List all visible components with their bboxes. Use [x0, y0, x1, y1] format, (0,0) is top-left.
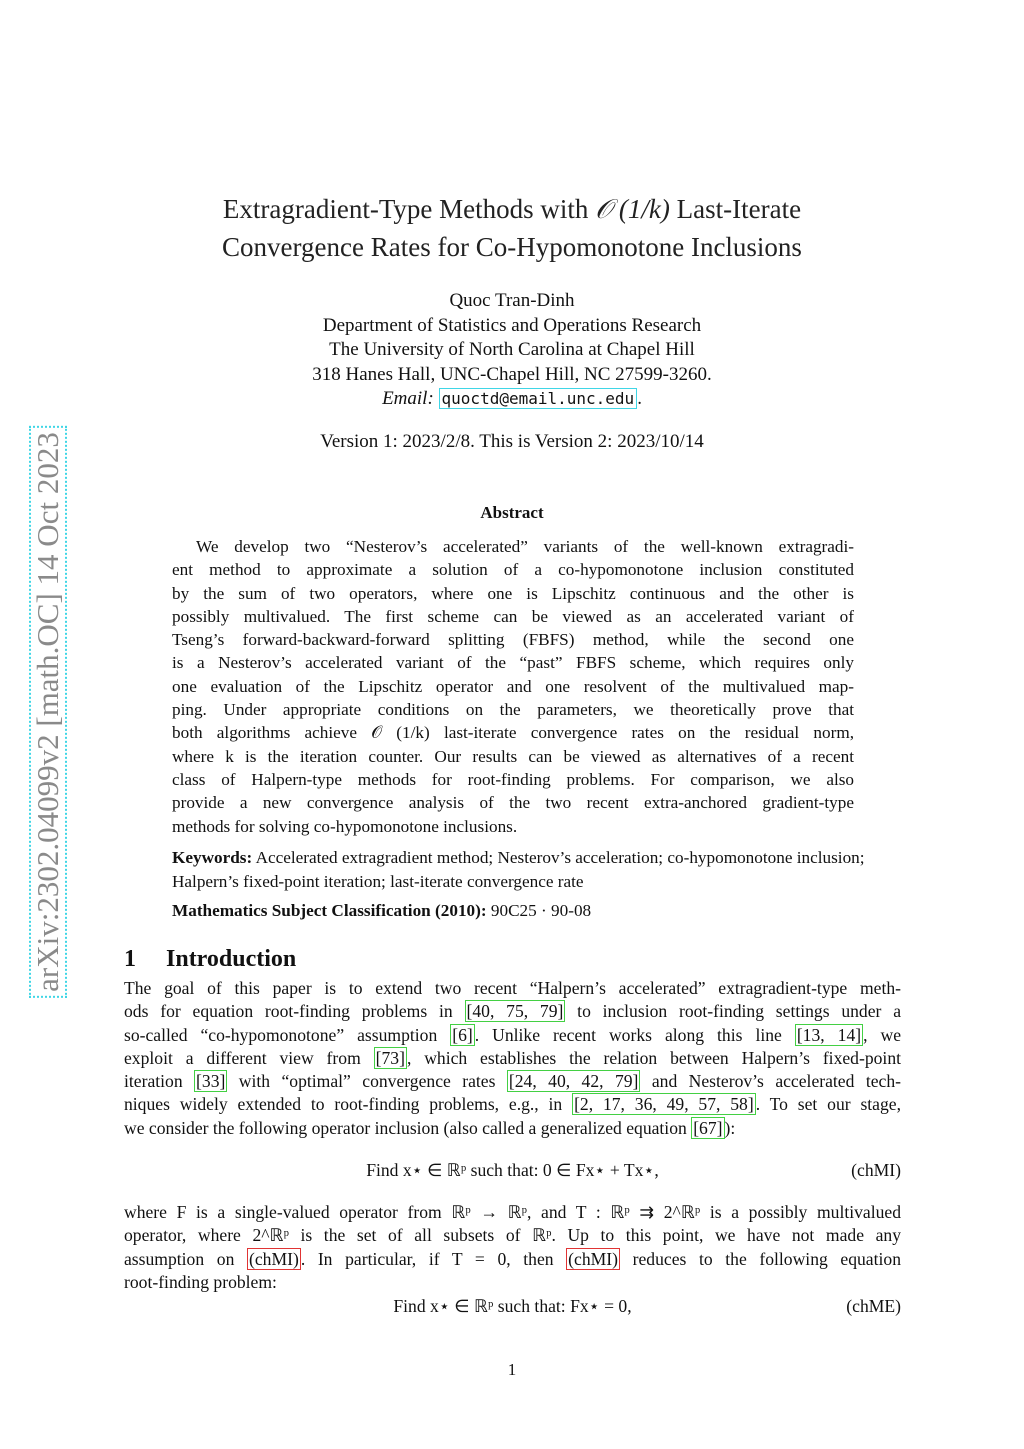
- abstract-line: possibly multivalued. The first scheme can be viewed as an accelerated variant of: [172, 606, 854, 626]
- author-email-row: Email: quoctd@email.unc.edu .: [382, 388, 642, 409]
- equation-tag: (chME): [846, 1296, 901, 1316]
- abstract-line: class of Halpern-type methods for root-finding problems. For comparison, we also: [172, 769, 854, 789]
- author-affiliation-department: Department of Statistics and Operations Research: [322, 314, 702, 336]
- author-block: [0, 289, 1024, 412]
- definition-line: operator, where 2^ℝᵖ is the set of all subsets of ℝᵖ. Up to this point, we have not made any: [124, 1225, 901, 1246]
- citation-link[interactable]: [33]: [196, 1071, 226, 1092]
- equation-body: Find x⋆ ∈ ℝᵖ such that: 0 ∈ Fx⋆ + Tx⋆,: [366, 1160, 659, 1180]
- abstract-heading: Abstract: [480, 503, 544, 522]
- keywords-label: Keywords:: [172, 848, 253, 867]
- intro-line: The goal of this paper is to extend two recent “Halpern’s accelerated” extragradient-type meth-: [124, 978, 901, 998]
- title-line-2: Convergence Rates for Co-Hypomonotone Inclusions: [222, 232, 802, 262]
- abstract-line: We develop two “Nesterov’s accelerated” variants of the well-known extragradi-: [196, 537, 854, 556]
- equation-reference-link[interactable]: (chMI): [568, 1248, 618, 1269]
- citation-link[interactable]: [13, 14]: [796, 1024, 862, 1045]
- section-title: Introduction: [166, 946, 297, 972]
- arxiv-identifier-sidebar[interactable]: arXiv:2302.04099v2 [math.OC] 14 Oct 2023: [29, 426, 67, 998]
- author-affiliation-university: The University of North Carolina at Chapel Hill: [329, 339, 695, 360]
- intro-line: ods for equation root-finding problems in [40, 75, 79] to inclusion root-finding settings under a: [124, 1001, 902, 1022]
- equation-chmi: [124, 1160, 901, 1184]
- equation-reference-link[interactable]: (chMI): [248, 1248, 299, 1269]
- abstract-body: [172, 535, 854, 838]
- intro-paragraph: [124, 977, 901, 1140]
- citation-link[interactable]: [2, 17, 36, 49, 57, 58]: [574, 1094, 754, 1115]
- citation-link[interactable]: [6]: [452, 1024, 473, 1045]
- intro-line: we consider the following operator inclusion (also called a generalized equation [67] ):: [124, 1117, 736, 1138]
- abstract-line: both algorithms achieve 𝒪 (1/k) last-iterate convergence rates on the residual norm,: [172, 723, 854, 743]
- intro-line: iteration [33] with “optimal” convergence rates [24, 40, 42, 79] and Nesterov’s accelerated tech-: [124, 1071, 901, 1092]
- abstract-line: by the sum of two operators, where one is Lipschitz continuous and the other is: [172, 583, 854, 603]
- equation-chme: [124, 1296, 901, 1320]
- definition-line: assumption on (chMI) . In particular, if T = 0, then (chMI) reduces to the following equation: [124, 1248, 901, 1269]
- definition-line: where F is a single-valued operator from ℝᵖ → ℝᵖ, and T : ℝᵖ ⇉ 2^ℝᵖ is a possibly multivalued: [124, 1202, 901, 1222]
- abstract-line: Tseng’s forward-backward-forward splitting (FBFS) method, while the second one: [172, 630, 854, 650]
- equation-body: Find x⋆ ∈ ℝᵖ such that: Fx⋆ = 0,: [393, 1296, 632, 1316]
- msc-text: 90C25 · 90-08: [490, 901, 592, 920]
- abstract-line: one evaluation of the Lipschitz operator and one resolvent of the multivalued map-: [172, 676, 854, 696]
- author-address: 318 Hanes Hall, UNC-Chapel Hill, NC 27599-3260.: [312, 363, 712, 385]
- paper-title: [0, 190, 1024, 266]
- citation-link[interactable]: [67]: [693, 1117, 723, 1138]
- citation-link[interactable]: [40, 75, 79]: [466, 1001, 564, 1022]
- section-number: 1: [124, 946, 136, 972]
- abstract-line: ent method to approximate a solution of a co-hypomonotone inclusion constituted: [172, 560, 854, 580]
- abstract-line: is a Nesterov’s accelerated variant of the “past” FBFS scheme, which requires only: [172, 653, 854, 673]
- author-name: Quoc Tran-Dinh: [449, 290, 575, 311]
- page-number: 1: [507, 1360, 517, 1379]
- version-note: Version 1: 2023/2/8. This is Version 2: 2023/10/14: [320, 431, 704, 452]
- abstract-line: methods for solving co-hypomonotone inclusions.: [172, 816, 518, 836]
- intro-line: niques widely extended to root-finding problems, e.g., in [2, 17, 36, 49, 57, 58] . To set our stage,: [124, 1094, 901, 1115]
- email-label: Email:: [382, 388, 434, 409]
- definition-line: root-finding problem:: [124, 1271, 277, 1292]
- intro-line: exploit a different view from [73] , which establishes the relation between Halpern’s fixed-point: [124, 1047, 901, 1068]
- title-line-1: Extragradient-Type Methods with 𝒪 (1/k) Last-Iterate: [222, 194, 802, 224]
- definition-paragraph: [124, 1201, 901, 1294]
- citation-link[interactable]: [24, 40, 42, 79]: [508, 1071, 639, 1092]
- keywords-text: Accelerated extragradient method; Nesterov’s acceleration; co-hypomonotone inclusion; Halpern’s fixed-point iteration; last-iterate convergence rate: [172, 848, 865, 891]
- abstract-line: provide a new convergence analysis of the two recent extra-anchored gradient-type: [172, 793, 854, 813]
- abstract-line: ping. Under appropriate conditions on the parameters, we theoretically prove that: [172, 700, 854, 720]
- msc-classification: [172, 901, 591, 921]
- section-heading: [124, 946, 296, 973]
- keywords: [172, 846, 904, 893]
- abstract-line: where k is the iteration counter. Our results can be viewed as alternatives of a recent: [172, 746, 854, 766]
- email-link[interactable]: quoctd@email.unc.edu: [439, 388, 638, 409]
- citation-link[interactable]: [73]: [375, 1047, 405, 1068]
- equation-tag: (chMI): [851, 1160, 901, 1180]
- intro-line: so-called “co-hypomonotone” assumption [6] . Unlike recent works along this line [13, 14] , we: [124, 1024, 902, 1045]
- msc-label: Mathematics Subject Classification (2010):: [172, 901, 487, 920]
